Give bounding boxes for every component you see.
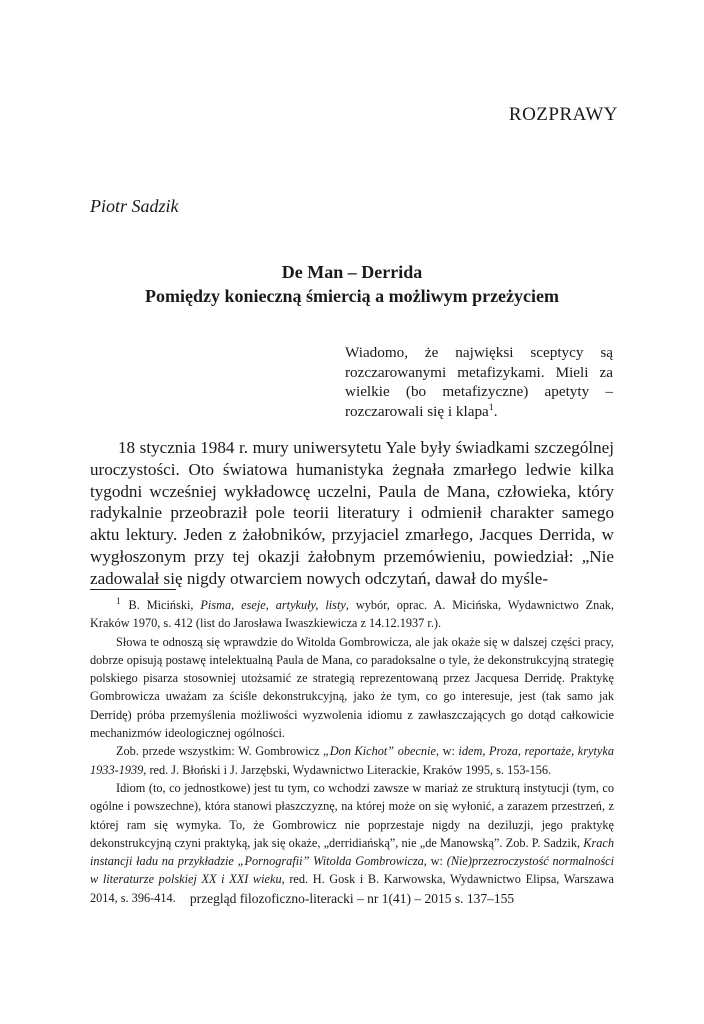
footnote-1-para-3	[90, 742, 614, 779]
footnote-text: , wybór, oprac. A. Micińska, Wydawnictwo Znak, Kraków 1970, s. 412 (list do Jarosława Iwaszkiewicza z 14.12.1937 r.).	[90, 598, 614, 631]
footnote-ref-1[interactable]: 1	[488, 401, 494, 413]
epigraph-end: .	[493, 402, 498, 420]
footnote-divider	[90, 589, 176, 590]
body-paragraph-text: 18 stycznia 1984 r. mury uniwersytetu Yale były świadkami szczególnej uroczystości. Oto światowa humanistyka żegnała zmarłego ledwie kilka tygodni wcześniej wykładowcę uczelni, Paula de Mana, człowieka, który radykalnie przeobraził pole teorii literatury i odmienił charakter samego aktu lektury. Jeden z żałobników, przyjaciel zmarłego, Jacques Derrida, w wygłoszonym przy tej okazji żałobnym przemówieniu, powiedział: „Nie zadowalał się nigdy otwarciem nowych odczytań, dawał do myśle-	[90, 438, 614, 588]
footnote-text: Zob. przede wszystkim: W. Gombrowicz	[116, 744, 323, 759]
footnote-text: , w:	[435, 744, 459, 759]
section-label: ROZPRAWY	[508, 104, 618, 125]
footnote-text: , red. J. Błoński i J. Jarzębski, Wydawnictwo Literackie, Kraków 1995, s. 153-156.	[143, 762, 552, 777]
epigraph	[345, 343, 613, 421]
cited-title: (Nie)przezroczystość normalności w literaturze polskiej XX i XXI wieku	[90, 854, 614, 887]
journal-footer: przegląd filozoficzno-literacki – nr 1(41) – 2015 s. 137–155	[189, 891, 515, 906]
footnote-text: , red. H. Gosk i B. Karwowska, Wydawnictwo Elipsa, Warszawa 2014, s. 396-414.	[90, 872, 614, 905]
footnote-1-para-4	[90, 779, 614, 907]
cited-title: idem, Proza, reportaże, krytyka 1933-1939	[90, 744, 614, 777]
footnote-text: Idiom (to, co jednostkowe) jest tu tym, co wchodzi zawsze w mariaż ze strukturą instytucji (tym, co ogólne i powszechne), która stanowi płaszczyznę, na której może on się wyłonić, a zarazem przestrzeń, z której ram się wymyka. To, że Gombrowicz nie poprzestaje nigdy na deziluzji, jego praktykę dekonstrukcyjną czyni praktyką, jak się okaże, „derridiańską”, nie „de Manowską”. Zob. P. Sadzik,	[90, 780, 614, 850]
cited-title: Pisma, eseje, artykuły, listy	[200, 598, 346, 612]
footnote-1-para-1	[90, 596, 614, 633]
footnotes	[90, 596, 614, 907]
epigraph-text: Wiadomo, że najwięksi sceptycy są rozczarowanymi metafizykami. Mieli za wielkie (bo metafizyczne) apetyty – rozczarowali się i klapa	[345, 344, 613, 420]
footnote-number: 1	[116, 595, 121, 606]
article-title	[90, 260, 614, 308]
cited-title: „Don Kichot” obecnie	[322, 744, 436, 759]
footnote-1-para-2: Słowa te odnoszą się wprawdzie do Witolda Gombrowicza, ale jak okaże się w dalszej części pracy, dobrze opisują postawę intelektualną Paula de Mana, co paradoksalne o tyle, że dekonstrukcyjną strategię polskiego pisarza stosowniej utożsamić ze strategią reprezentowaną przez Jacquesa Derridę. Praktykę Gombrowicza uważam za ściśle dekonstrukcyjną, jako że tym, co go interesuje, jest (tak samo jak Derridę) próba przemyślenia możliwości wyzwolenia idiomu z zawłaszczających go dotąd całkowicie mechanizmów ideologicznej ogólności.	[90, 634, 614, 741]
title-line-2: Pomiędzy konieczną śmiercią a możliwym przeżyciem	[144, 286, 560, 306]
title-line-1: De Man – Derrida	[281, 262, 423, 282]
cited-title: Krach instancji ładu na przykładzie „Pornografii” Witolda Gombrowicza	[90, 835, 614, 869]
body-paragraph	[90, 437, 614, 590]
paragraph-indent	[90, 438, 118, 457]
author-name: Piotr Sadzik	[90, 196, 179, 216]
footnote-text: , w:	[423, 854, 447, 869]
footnote-text: B. Miciński,	[128, 598, 201, 612]
